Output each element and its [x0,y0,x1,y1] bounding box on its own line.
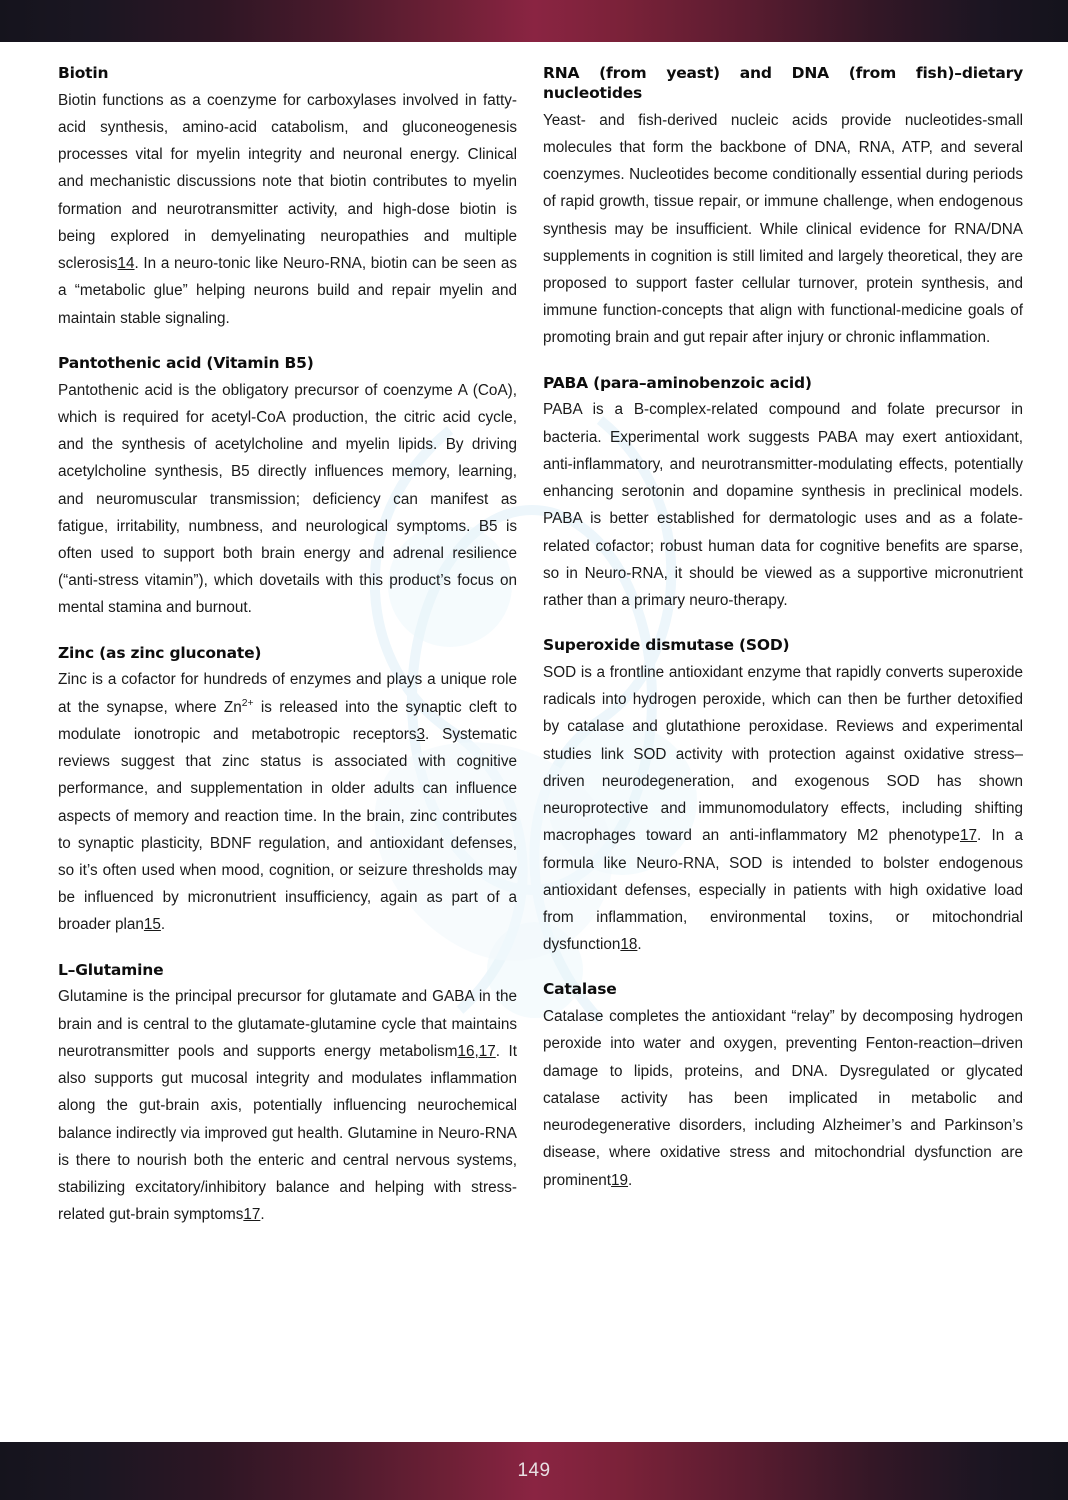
body-paragraph [543,107,1023,352]
citation-reference[interactable]: 19 [611,1171,629,1189]
section-heading: PABA (para–aminobenzoic acid) [543,373,812,392]
section-heading: Biotin [58,64,109,82]
section-heading: Catalase [543,980,617,999]
citation-reference[interactable]: 14 [117,255,135,273]
right-column [543,64,1023,1442]
text-run: . [628,1171,633,1189]
section-heading: RNA (from yeast) and DNA (from fish)–dietary nucleotides [543,64,1023,102]
text-run: . [160,916,166,934]
citation-reference[interactable]: 15 [143,916,161,934]
text-run: Glutamine is the principal precursor for glutamate and GABA in the brain and is central to the glutamate-glutamine cycle that maintains neurotransmitter pools and supports energy metabolism [58,988,517,1060]
body-paragraph [58,87,517,332]
section-heading: L–Glutamine [58,960,164,979]
superscript-charge: 2+ [241,697,254,709]
citation-reference[interactable]: 17 [243,1206,261,1224]
body-paragraph [58,377,517,622]
text-run: SOD is a frontline antioxidant enzyme that rapidly converts superoxide radicals into hydrogen peroxide, which can then be further detoxified by catalase and glutathione peroxidase. Reviews and experimental studies link SOD activity with protection against oxidative stress–driven neurodegeneration, and exogenous SOD has shown neuroprotective and immunomodulatory effects, including shifting macrophages toward an anti-inflammatory M2 phenotype [543,664,1023,845]
text-run: Yeast- and fish-derived nucleic acids provide nucleotides-small molecules that form the backbone of DNA, RNA, ATP, and several coenzymes. Nucleotides become conditionally essential during periods of rapid growth, tissue repair, or immune challenge, when endogenous synthesis may be insufficient. While clinical evidence for RNA/DNA supplements in cognition is still limited and largely theoretical, they are proposed to support faster cellular turnover, protein synthesis, and immune function-concepts that align with functional-medicine goals of promoting brain and gut repair after injury or chronic inflammation. [543,111,1023,347]
left-column [58,64,517,1442]
text-run: . Systematic reviews suggest that zinc status is associated with cognitive performance, and supplementation in older adults can influence aspects of memory and reaction time. In the brain, zinc contributes to synaptic plasticity, BDNF regulation, and antioxidant defenses, so it’s often used when mood, cognition, or seizure thresholds may be influenced by micronutrient insufficiency, again as part of a broader plan [58,725,517,934]
body-paragraph [58,666,517,938]
text-run: . In a neuro-tonic like Neuro-RNA, biotin can be seen as a “metabolic glue” helping neurons build and repair myelin and maintain stable signaling. [58,255,517,327]
text-run: . In a formula like Neuro-RNA, SOD is intended to bolster endogenous antioxidant defenses, especially in patients with high oxidative load from inflammation, environmental toxins, or mitochondrial dysfunction [543,827,1024,954]
text-run: . It also supports gut mucosal integrity and modulates inflammation along the gut-brain axis, potentially influencing neurochemical balance indirectly via improved gut health. Glutamine in Neuro-RNA is there to nourish both the enteric and central nervous systems, stabilizing excitatory/inhibitory balance and helping with stress-related gut-brain symptoms [58,1042,518,1224]
citation-reference[interactable]: 3 [416,725,426,743]
section-heading: Superoxide dismutase (SOD) [543,636,790,655]
body-paragraph [543,396,1023,614]
citation-reference[interactable]: 18 [620,936,638,954]
text-run: Zinc is a cofactor for hundreds of enzymes and plays a unique role at the synapse, where Zn [58,671,517,716]
section-heading: Zinc (as zinc gluconate) [58,643,262,662]
text-run: Biotin functions as a coenzyme for carboxylases involved in fatty-acid synthesis, amino-acid catabolism, and gluconeogenesis processes vital for myelin integrity and neuronal energy. Clinical and mechanistic discussions note that biotin contributes to myelin formation and neurotransmitter activity, and high-dose biotin is being explored in demyelinating neuropathies and multiple sclerosis [58,91,517,273]
text-run: is released into the synaptic cleft to modulate ionotropic and metabotropic receptors [58,698,517,743]
text-run: . [637,936,642,954]
citation-reference[interactable]: 17 [959,827,977,845]
page-footer-band [0,1442,1068,1500]
page-content [0,42,1068,1442]
body-paragraph [58,983,517,1228]
body-paragraph [543,659,1023,958]
text-run: PABA is a B-complex-related compound and folate precursor in bacteria. Experimental work suggests PABA may exert antioxidant, anti-inflammatory, and neurotransmitter-modulating effects, potentially enhancing serotonin and dopamine synthesis in preclinical models. PABA is better established for dermatologic uses and as a folate-related cofactor; robust human data for cognitive benefits are sparse, so in Neuro-RNA, it should be viewed as a supportive micronutrient rather than a primary neuro-therapy. [543,401,1023,609]
body-paragraph [543,1003,1023,1194]
page-number: 149 [517,1460,551,1481]
text-run: Pantothenic acid is the obligatory precursor of coenzyme A (CoA), which is required for acetyl-CoA production, the citric acid cycle, and the synthesis of acetylcholine and myelin lipids. By driving acetylcholine synthesis, B5 directly influences memory, learning, and neuromuscular transmission; deficiency can manifest as fatigue, irritability, numbness, and neurological symptoms. B5 is often used to support both brain energy and adrenal resilience (“anti-stress vitamin”), which dovetails with this product’s focus on mental stamina and burnout. [58,381,517,617]
citation-reference[interactable]: 16,17 [457,1042,496,1060]
text-run: . [260,1206,265,1224]
section-heading: Pantothenic acid (Vitamin B5) [58,353,314,372]
text-run: Catalase completes the antioxidant “relay” by decomposing hydrogen peroxide into water and oxygen, preventing Fenton-reaction–driven damage to lipids, proteins, and DNA. Dysregulated or glycated catalase activity has been implicated in metabolic and neurodegenerative disorders, including Alzheimer’s and Parkinson’s disease, where oxidative stress and mitochondrial dysfunction are prominent [543,1008,1023,1189]
page-header-band [0,0,1068,42]
